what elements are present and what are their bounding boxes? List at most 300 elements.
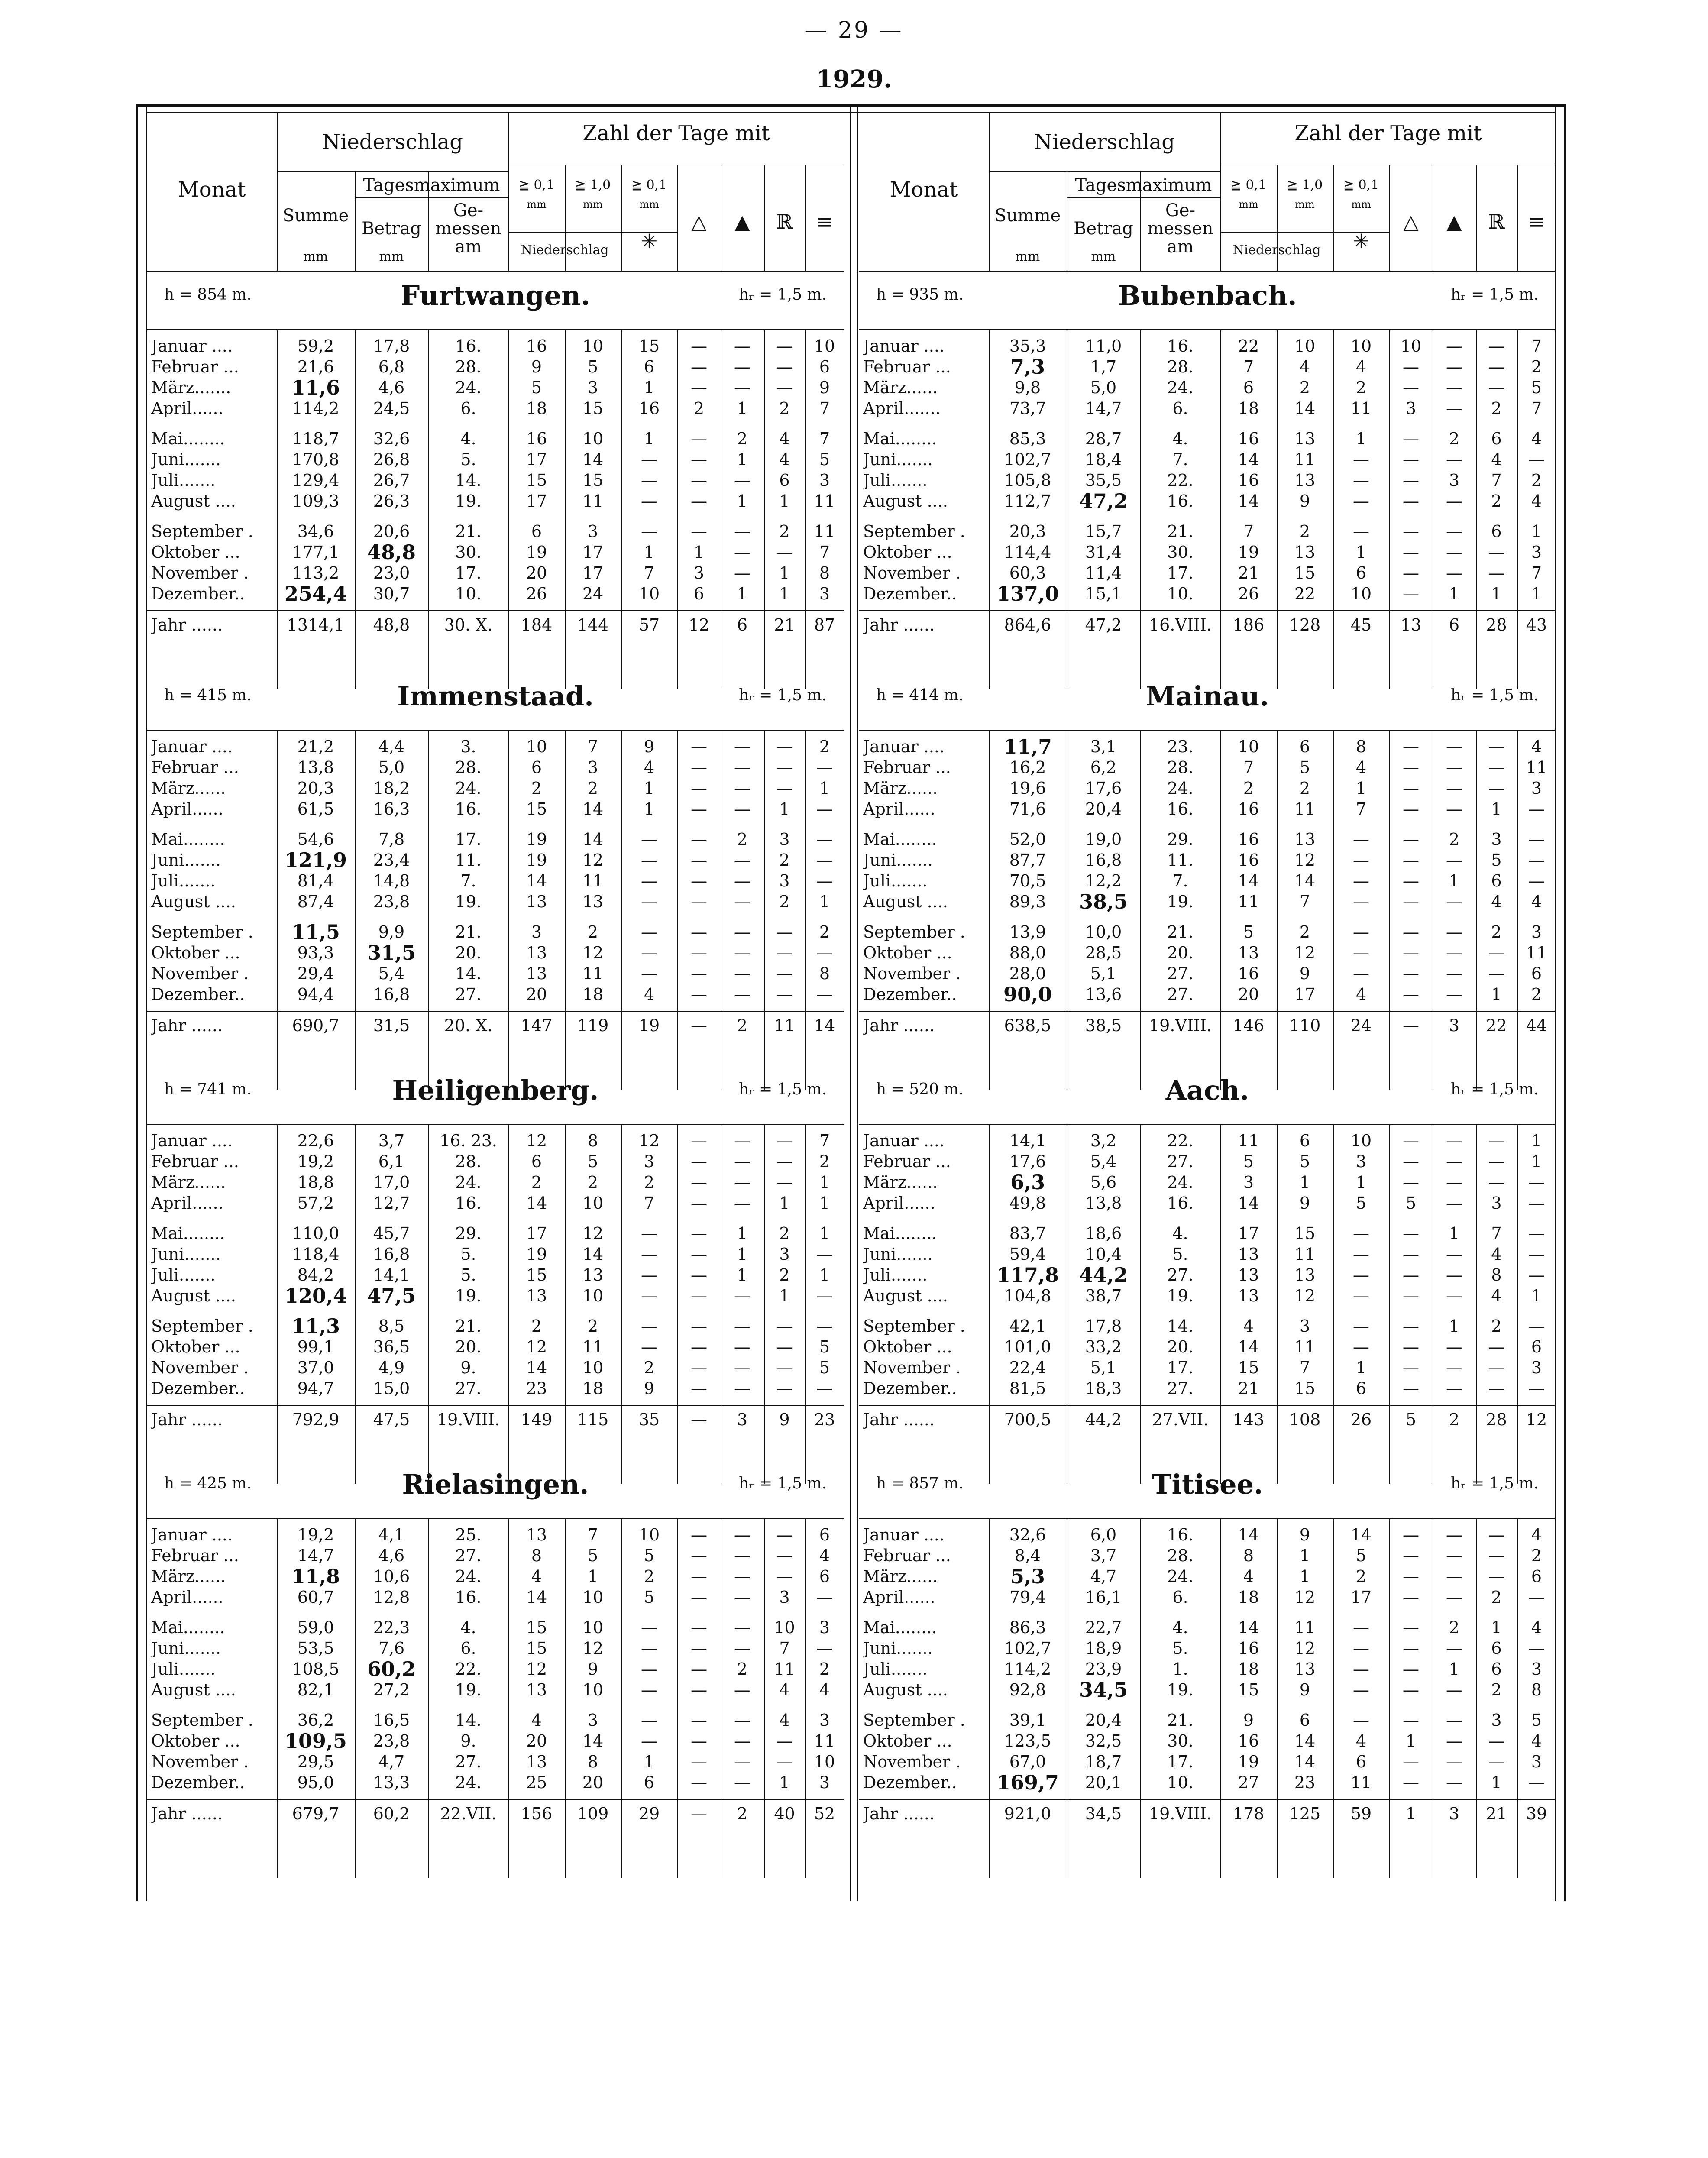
table-cell: 47,5 [373,1410,410,1429]
table-cell: 39,1 [1009,1711,1046,1730]
table-cell: 22 [1486,1016,1507,1035]
table-cell: — [734,799,750,819]
table-cell: 1 [737,492,748,511]
table-cell: — [1446,1546,1462,1565]
table-cell: — [1403,1337,1419,1356]
table-cell: 6 [644,357,655,376]
table-cell: — [1446,779,1462,798]
table-cell: — [1403,522,1419,541]
data-sheet [136,104,1566,1901]
month-label: Mai........ [151,429,225,448]
table-cell: 7,6 [378,1639,405,1658]
table-cell: 3 [1355,1152,1367,1171]
table-cell: 149 [521,1410,553,1429]
table-cell: 18 [582,985,604,1004]
table-cell: 1 [737,1224,748,1243]
table-cell: 2 [1531,471,1542,490]
niederschlag-header: Niederschlag [322,130,463,154]
table-cell: 82,1 [297,1680,334,1699]
table-cell: 2 [587,922,598,941]
month-label: September . [151,1317,253,1336]
month-label: August .... [863,1286,948,1305]
table-cell: 4 [779,1711,790,1730]
table-cell: — [734,1358,750,1377]
table-cell: 10. [1167,1773,1194,1792]
table-cell: — [1403,1265,1419,1284]
table-cell: 12 [638,1131,660,1150]
month-label: November . [863,1752,961,1771]
table-cell: — [1403,1567,1419,1586]
table-cell: 1 [587,1567,598,1586]
table-cell: 11 [1294,1337,1316,1356]
table-cell: 20 [1238,985,1259,1004]
table-row [859,428,1556,449]
table-cell: 170,8 [292,450,340,469]
table-cell: 44,2 [1085,1410,1122,1429]
table-cell: 1 [779,584,790,603]
table-cell: — [816,799,833,819]
table-cell: 1 [779,1773,790,1792]
table-cell: 19. [455,492,482,511]
table-row [859,1130,1556,1151]
table-cell: — [1446,1525,1462,1544]
table-row [147,942,844,963]
table-cell: 9 [644,1379,655,1398]
table-cell: — [1446,522,1462,541]
table-row [859,491,1556,511]
table-cell: — [776,922,793,941]
table-cell: 2 [737,1016,748,1035]
table-cell: — [1446,1131,1462,1150]
table-cell: — [1403,543,1419,562]
table-row [859,1545,1556,1566]
table-cell: 14. [455,1711,482,1730]
mm-unit: mm [1295,198,1315,210]
table-cell: 4 [644,758,655,777]
table-cell: — [1403,985,1419,1004]
table-cell: 9 [1299,964,1310,983]
table-cell: 1 [1449,871,1460,890]
table-cell: 18 [1238,399,1259,418]
table-cell: 5 [819,450,830,469]
table-cell: — [734,1618,750,1637]
table-cell: 1 [737,450,748,469]
table-cell: — [1488,1131,1505,1150]
table-cell: — [776,985,793,1004]
table-cell: — [1353,1639,1369,1658]
table-cell: 43 [1526,615,1547,634]
table-cell: 792,9 [292,1410,340,1429]
table-cell: 30,7 [373,584,410,603]
table-cell: 12,2 [1085,871,1122,890]
mm-unit: mm [379,249,404,264]
table-cell: — [776,943,793,962]
table-cell: 11 [582,492,604,511]
table-cell: 48,8 [367,540,416,564]
table-cell: 4 [779,1680,790,1699]
table-cell: 10 [814,336,835,356]
table-cell: — [1403,892,1419,911]
table-cell: 22.VII. [440,1804,497,1823]
table-cell: 35 [638,1410,660,1429]
table-cell: 19,0 [1085,830,1122,849]
year-label: Jahr ...... [151,615,223,634]
table-cell: 31,5 [367,941,416,964]
table-cell: 23,8 [373,1731,410,1750]
table-cell: 2 [779,1265,790,1284]
table-cell: 8 [819,563,830,582]
table-cell: — [1403,492,1419,511]
monat-header: Monat [178,178,246,202]
table-cell: — [1488,1337,1505,1356]
table-cell: 19,2 [297,1525,334,1544]
table-cell: — [1353,1245,1369,1264]
table-cell: 2 [1355,1567,1367,1586]
thunder-icon: ℝ [1488,210,1505,233]
month-label: Juni....... [151,450,221,469]
table-cell: — [776,336,793,356]
table-cell: 6 [779,471,790,490]
table-cell: 1 [819,1224,830,1243]
table-cell: 29 [638,1804,660,1823]
table-cell: 1 [779,799,790,819]
table-cell: — [1353,1337,1369,1356]
table-cell: 16 [1238,830,1259,849]
table-cell: 1. [1172,1660,1188,1679]
table-cell: 15 [1238,1358,1259,1377]
table-cell: 83,7 [1009,1224,1046,1243]
month-label: März...... [151,779,226,798]
month-label: November . [863,563,961,582]
month-label: Dezember.. [151,985,245,1004]
table-cell: — [1488,1731,1505,1750]
table-cell: 1 [819,779,830,798]
table-cell: 28,7 [1085,429,1122,448]
table-cell: — [1353,1224,1369,1243]
table-cell: 9 [1299,1525,1310,1544]
table-cell: 1 [819,892,830,911]
table-cell: — [691,522,707,541]
table-cell: 13 [526,892,547,911]
table-cell: — [641,1680,657,1699]
table-cell: — [691,378,707,397]
table-cell: 114,2 [1004,1660,1051,1679]
table-cell: 17 [1238,1224,1259,1243]
table-cell: 5 [1355,1194,1367,1213]
table-cell: 11. [455,851,482,870]
table-cell: — [734,1337,750,1356]
table-cell: — [691,830,707,849]
month-label: September . [151,522,253,541]
table-cell: — [1353,871,1369,890]
table-cell: — [776,1731,793,1750]
table-cell: 71,6 [1009,799,1046,819]
table-cell: 20,1 [1085,1773,1122,1792]
table-cell: 23 [1294,1773,1316,1792]
table-cell: 3 [1491,1194,1502,1213]
table-cell: 24. [1167,1567,1194,1586]
table-row [147,1223,844,1244]
table-cell: 9,9 [378,922,405,941]
table-cell: — [734,871,750,890]
table-cell: 3 [1449,1804,1460,1823]
month-label: Mai........ [151,1224,225,1243]
tagesmaximum-header: Tagesmaximum [363,175,500,195]
table-cell: 6. [1172,1588,1188,1607]
table-cell: — [691,1410,707,1429]
table-cell: 10,4 [1085,1245,1122,1264]
frame-right-rule [1564,104,1566,1901]
table-cell: 57 [638,615,660,634]
table-cell: 17 [582,543,604,562]
table-cell: 36,2 [297,1711,334,1730]
table-cell: 14 [1238,1525,1259,1544]
table-cell: 20,4 [1085,1711,1122,1730]
table-cell: 11,6 [291,376,340,399]
table-cell: 1 [1355,1173,1367,1192]
mm-unit: mm [303,249,328,264]
table-cell: 11 [1294,1245,1316,1264]
month-label: November . [151,1752,249,1771]
table-cell: 19 [526,543,547,562]
table-cell: 17,6 [1085,779,1122,798]
table-cell: — [816,830,833,849]
table-cell: 15 [1238,1680,1259,1699]
year-total-rule [147,1405,844,1406]
year-label: Jahr ...... [151,1804,223,1823]
table-cell: 17. [1167,1752,1194,1771]
table-cell: — [1446,1567,1462,1586]
month-label: Juli....... [151,1265,216,1284]
table-cell: 7 [1243,522,1254,541]
table-cell: 4 [1491,1245,1502,1264]
table-cell: 7 [1531,563,1542,582]
table-cell: — [816,943,833,962]
table-cell: — [1403,964,1419,983]
table-cell: — [1488,1546,1505,1565]
table-cell: — [734,1752,750,1771]
table-cell: 81,4 [297,871,334,890]
table-cell: 3 [1491,830,1502,849]
table-cell: — [1403,450,1419,469]
table-cell: 254,4 [284,582,347,605]
table-cell: 20,3 [1009,522,1046,541]
table-row [859,984,1556,1005]
table-cell: 12 [1294,1639,1316,1658]
table-cell: — [734,964,750,983]
table-cell: 9 [644,737,655,756]
table-cell: 6 [1299,1711,1310,1730]
table-cell: — [1403,1286,1419,1305]
table-cell: — [691,985,707,1004]
table-cell: — [1528,1265,1545,1284]
table-cell: 10 [582,336,604,356]
table-cell: — [734,1286,750,1305]
table-cell: 11,8 [291,1565,340,1588]
month-label: September . [863,1711,965,1730]
table-cell: 42,1 [1009,1317,1046,1336]
table-cell: — [776,543,793,562]
mm-unit: mm [639,198,659,210]
table-cell: 14 [582,1731,604,1750]
table-cell: 12 [582,1224,604,1243]
table-cell: 11,0 [1085,336,1122,356]
table-cell: 5 [1299,1152,1310,1171]
table-cell: — [1403,1680,1419,1699]
table-cell: 16,5 [373,1711,410,1730]
table-cell: 1314,1 [287,615,345,634]
table-cell: 27. [455,1546,482,1565]
table-cell: 10 [1400,336,1422,356]
table-cell: 17 [1294,985,1316,1004]
table-cell: 11 [582,871,604,890]
table-cell: — [641,1660,657,1679]
table-row [859,736,1556,757]
table-cell: 4 [1491,892,1502,911]
table-cell: 94,4 [297,985,334,1004]
table-cell: 34,6 [297,522,334,541]
table-cell: 10 [774,1618,795,1637]
table-cell: 18 [526,399,547,418]
table-cell: — [691,1358,707,1377]
table-cell: 6 [819,357,830,376]
table-row [147,1545,844,1566]
table-cell: 6,1 [378,1152,405,1171]
table-cell: 86,3 [1009,1618,1046,1637]
month-label: August .... [151,1286,236,1305]
table-cell: 2 [693,399,705,418]
table-cell: 690,7 [292,1016,340,1035]
table-cell: 6 [1355,1752,1367,1771]
table-cell: — [1488,758,1505,777]
table-cell: — [734,758,750,777]
table-cell: 22,6 [297,1131,334,1150]
table-cell: — [1353,522,1369,541]
table-row [859,1316,1556,1336]
table-cell: 48,8 [373,615,410,634]
station-table [147,1124,844,1484]
table-cell: 5,6 [1090,1173,1117,1192]
table-row [147,1772,844,1793]
table-cell: 17,0 [373,1173,410,1192]
table-cell: — [816,851,833,870]
table-cell: 1 [693,543,705,562]
table-cell: 36,5 [373,1337,410,1356]
table-cell: 118,7 [292,429,340,448]
month-label: März...... [863,779,938,798]
table-cell: 16 [1238,471,1259,490]
table-row [147,1357,844,1378]
year-total-row [859,1409,1556,1430]
table-cell: 44,2 [1079,1263,1128,1287]
table-cell: — [1353,851,1369,870]
month-label: August .... [863,1680,948,1699]
table-cell: — [691,1016,707,1035]
table-cell: 28. [455,1152,482,1171]
table-cell: 2 [1449,1618,1460,1637]
table-cell: 11 [774,1660,795,1679]
month-label: Oktober ... [863,1337,952,1356]
table-cell: 5 [1405,1194,1417,1213]
table-cell: — [691,1680,707,1699]
table-cell: 92,8 [1009,1680,1046,1699]
table-row [859,521,1556,542]
table-cell: 20. [1167,1337,1194,1356]
table-cell: 13 [582,892,604,911]
table-cell: — [1446,737,1462,756]
table-cell: — [691,1194,707,1213]
table-cell: 7 [1531,399,1542,418]
month-label: November . [863,964,961,983]
table-cell: 679,7 [292,1804,340,1823]
table-cell: 26,7 [373,471,410,490]
table-cell: — [1488,943,1505,962]
betrag-header: Betrag [1074,219,1133,239]
table-cell: 2 [819,1660,830,1679]
table-cell: 4,7 [1090,1567,1117,1586]
table-row [859,1265,1556,1285]
table-cell: 47,2 [1079,489,1128,513]
table-cell: 4 [1491,450,1502,469]
table-cell: 17. [455,830,482,849]
table-cell: — [1403,799,1419,819]
table-cell: 14 [1294,1752,1316,1771]
table-cell: 12 [582,851,604,870]
station-name: Rielasingen. [402,1469,589,1500]
table-cell: 11 [774,1016,795,1035]
table-cell: — [1403,378,1419,397]
triangle-filled-icon: ▲ [1446,210,1462,233]
table-cell: 1 [1355,543,1367,562]
table-cell: 6 [1531,964,1542,983]
table-cell: 1 [779,492,790,511]
table-row [859,1617,1556,1638]
mm-unit: mm [527,198,547,210]
table-cell: 12 [526,1131,547,1150]
month-label: März...... [863,1567,938,1586]
table-cell: 28. [455,758,482,777]
table-cell: 14 [1238,871,1259,890]
table-cell: 146 [1232,1016,1265,1035]
table-cell: 19.VIII. [1149,1016,1212,1035]
table-cell: — [1403,1379,1419,1398]
table-cell: 53,5 [297,1639,334,1658]
table-cell: — [641,830,657,849]
table-cell: 16,3 [373,799,410,819]
table-cell: 22. [455,1660,482,1679]
table-cell: 4 [1355,357,1367,376]
table-cell: 3 [644,1152,655,1171]
table-cell: 23,8 [373,892,410,911]
table-cell: 16. [455,799,482,819]
table-cell: 7 [1491,1224,1502,1243]
table-cell: — [1403,1639,1419,1658]
triangle-open-icon: △ [691,210,707,233]
table-cell: 7 [587,1525,598,1544]
table-cell: — [641,871,657,890]
table-cell: 16,8 [373,985,410,1004]
table-cell: 109,5 [284,1729,347,1753]
table-cell: — [776,1379,793,1398]
table-cell: 1 [1449,1660,1460,1679]
table-cell: 101,0 [1004,1337,1051,1356]
table-row [147,1524,844,1545]
table-cell: 13,3 [373,1773,410,1792]
table-cell: 38,5 [1085,1016,1122,1035]
table-cell: 9 [587,1660,598,1679]
table-cell: 6 [1243,378,1254,397]
table-cell: 6 [1299,1131,1310,1150]
